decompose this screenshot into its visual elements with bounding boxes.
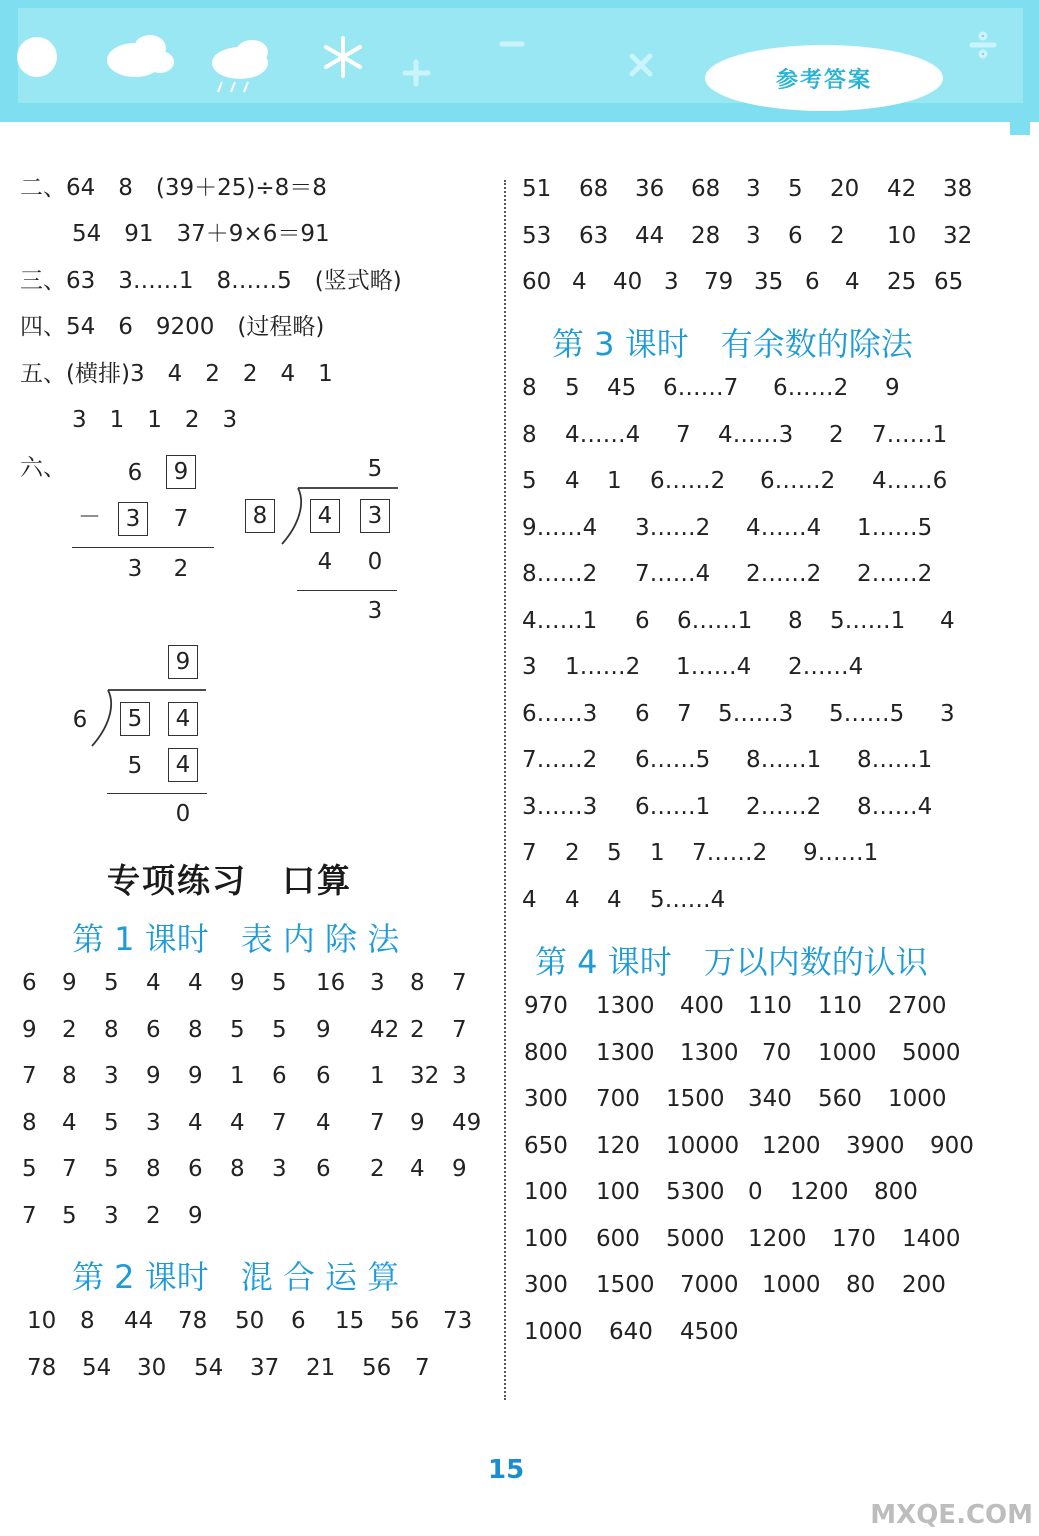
minus-sign: － bbox=[78, 504, 101, 530]
column-divider bbox=[504, 180, 506, 1400]
lesson-2-title: 第 2 课时 混 合 运 算 bbox=[72, 1258, 400, 1296]
answer-item: 56 bbox=[390, 1308, 420, 1334]
answer-item: 340 bbox=[748, 1086, 792, 1112]
answer-item: 32 bbox=[410, 1063, 440, 1089]
divisor-box: 8 bbox=[245, 499, 275, 533]
answer-item: 100 bbox=[524, 1225, 568, 1252]
answer-item: 2……2 bbox=[746, 793, 822, 820]
answer-box: 4 bbox=[168, 702, 198, 736]
answer-item: 5 bbox=[104, 1156, 119, 1182]
answer-item: 1500 bbox=[666, 1086, 725, 1112]
answer-item: 4 bbox=[230, 1109, 245, 1136]
rule-line bbox=[72, 547, 214, 548]
answer-item: 5 bbox=[104, 1109, 119, 1136]
answer-item: 6……2 bbox=[760, 468, 836, 494]
divisor-digit: 6 bbox=[72, 707, 88, 733]
digit: 2 bbox=[173, 556, 189, 582]
answer-item: 5 bbox=[230, 1016, 245, 1043]
answer-item: 65 bbox=[934, 269, 964, 295]
answer-item: 44 bbox=[635, 222, 665, 249]
answer-line-2: 二、64 8 (39＋25)÷8＝8 bbox=[20, 175, 327, 201]
answer-item: 50 bbox=[235, 1308, 265, 1334]
digit: 4 bbox=[317, 549, 333, 575]
answer-item: 110 bbox=[748, 993, 792, 1019]
answer-item: 300 bbox=[524, 1272, 568, 1298]
answer-item: 68 bbox=[691, 176, 721, 202]
answer-item: 6 bbox=[316, 1156, 331, 1182]
answer-item: 7……2 bbox=[522, 747, 598, 773]
answer-item: 5000 bbox=[666, 1225, 725, 1252]
answer-item: 9 bbox=[230, 970, 245, 996]
answer-item: 4……3 bbox=[718, 421, 794, 448]
answer-item: 800 bbox=[874, 1179, 918, 1205]
answer-item: 120 bbox=[596, 1132, 640, 1159]
answer-item: 5……1 bbox=[830, 607, 906, 634]
answer-item: 21 bbox=[306, 1354, 336, 1381]
answer-item: 1500 bbox=[596, 1272, 655, 1298]
answer-item: 40 bbox=[613, 269, 643, 295]
answer-item: 4 bbox=[62, 1109, 77, 1136]
answer-item: 6……7 bbox=[663, 375, 739, 401]
answer-item: 4 bbox=[188, 1109, 203, 1136]
answer-item: 4……4 bbox=[565, 421, 641, 448]
answer-item: 1……5 bbox=[857, 514, 933, 541]
answer-line-2b: 54 91 37＋9×6＝91 bbox=[72, 221, 330, 247]
answer-item: 4 bbox=[565, 886, 580, 913]
answer-item: 4 bbox=[146, 970, 161, 996]
answer-item: 4 bbox=[845, 269, 860, 295]
answer-item: 42 bbox=[887, 176, 917, 202]
answer-item: 1300 bbox=[680, 1039, 739, 1066]
answer-item: 4 bbox=[940, 607, 955, 634]
answer-item: 4 bbox=[572, 269, 587, 295]
answer-item: 4 bbox=[522, 886, 537, 913]
answer-item: 8……1 bbox=[746, 747, 822, 773]
answer-item: 3 bbox=[522, 654, 537, 680]
answer-item: 6 bbox=[146, 1016, 161, 1043]
answer-item: 36 bbox=[635, 176, 665, 202]
answer-item: 7 bbox=[677, 700, 692, 727]
answer-item: 5 bbox=[272, 1016, 287, 1043]
answer-box: 4 bbox=[168, 748, 198, 782]
answer-item: 32 bbox=[943, 222, 973, 249]
answer-item: 38 bbox=[943, 176, 973, 202]
answer-box: 3 bbox=[118, 502, 148, 536]
answer-item: 1000 bbox=[762, 1272, 821, 1298]
answer-item: 1200 bbox=[790, 1179, 849, 1205]
answer-item: 6 bbox=[635, 607, 650, 634]
answer-item: 3……3 bbox=[522, 793, 598, 820]
answer-item: 8 bbox=[410, 970, 425, 996]
answer-item: 8 bbox=[80, 1308, 95, 1334]
answer-key-badge: 参考答案 bbox=[705, 45, 943, 111]
answer-item: 5300 bbox=[666, 1179, 725, 1205]
answer-item: 6 bbox=[316, 1063, 331, 1089]
answer-item: 10 bbox=[27, 1308, 57, 1334]
answer-item: 51 bbox=[522, 176, 552, 202]
answer-item: 170 bbox=[832, 1225, 876, 1252]
answer-item: 7 bbox=[370, 1109, 385, 1136]
answer-item: 5……4 bbox=[650, 886, 726, 913]
answer-item: 3 bbox=[272, 1156, 287, 1182]
answer-item: 0 bbox=[748, 1179, 763, 1205]
answer-item: 6 bbox=[805, 269, 820, 295]
answer-item: 4 bbox=[565, 468, 580, 494]
answer-item: 1200 bbox=[748, 1225, 807, 1252]
answer-item: 7……4 bbox=[635, 561, 711, 587]
lesson-4-title: 第 4 课时 万以内数的认识 bbox=[535, 943, 928, 981]
answer-item: 10000 bbox=[666, 1132, 740, 1159]
answer-item: 5……3 bbox=[718, 700, 794, 727]
answer-item: 7 bbox=[22, 1063, 37, 1089]
answer-item: 45 bbox=[607, 375, 637, 401]
answer-item: 6……1 bbox=[635, 793, 711, 820]
rule-line bbox=[297, 590, 397, 591]
answer-item: 1 bbox=[607, 468, 622, 494]
remainder-digit: 0 bbox=[175, 801, 191, 827]
answer-item: 42 bbox=[370, 1016, 400, 1043]
answer-item: 37 bbox=[250, 1354, 280, 1381]
answer-item: 9……4 bbox=[522, 514, 598, 541]
answer-item: 1……2 bbox=[565, 654, 641, 680]
answer-item: 49 bbox=[452, 1109, 482, 1136]
answer-line-5b: 3 1 1 2 3 bbox=[72, 407, 238, 433]
answer-item: 7……1 bbox=[872, 421, 948, 448]
answer-item: 6 bbox=[188, 1156, 203, 1182]
answer-item: 2 bbox=[62, 1016, 77, 1043]
answer-item: 1000 bbox=[524, 1318, 583, 1345]
answer-item: 4500 bbox=[680, 1318, 739, 1345]
answer-item: 1300 bbox=[596, 993, 655, 1019]
answer-item: 68 bbox=[579, 176, 609, 202]
answer-item: 9 bbox=[188, 1063, 203, 1089]
answer-item: 970 bbox=[524, 993, 568, 1019]
answer-item: 5 bbox=[22, 1156, 37, 1182]
answer-item: 4……1 bbox=[522, 607, 598, 634]
digit: 6 bbox=[127, 460, 143, 486]
answer-item: 5000 bbox=[902, 1039, 961, 1066]
answer-item: 2 bbox=[830, 222, 845, 249]
answer-item: 1 bbox=[370, 1063, 385, 1089]
answer-line-6-label: 六、 bbox=[20, 455, 66, 481]
answer-item: 650 bbox=[524, 1132, 568, 1159]
answer-item: 560 bbox=[818, 1086, 862, 1112]
answer-item: 9 bbox=[62, 970, 77, 996]
answer-item: 3 bbox=[370, 970, 385, 996]
answer-item: 9 bbox=[146, 1063, 161, 1089]
answer-item: 1000 bbox=[818, 1039, 877, 1066]
answer-item: 60 bbox=[522, 269, 552, 295]
special-practice-title: 专项练习 口算 bbox=[107, 861, 352, 900]
answer-item: 9……1 bbox=[803, 840, 879, 866]
answer-item: 2……2 bbox=[746, 561, 822, 587]
answer-item: 6 bbox=[788, 222, 803, 249]
answer-item: 110 bbox=[818, 993, 862, 1019]
answer-item: 100 bbox=[524, 1179, 568, 1205]
answer-item: 3 bbox=[746, 222, 761, 249]
answer-item: 1300 bbox=[596, 1039, 655, 1066]
answer-item: 400 bbox=[680, 993, 724, 1019]
answer-item: 100 bbox=[596, 1179, 640, 1205]
answer-item: 5 bbox=[607, 840, 622, 866]
answer-item: 7 bbox=[452, 970, 467, 996]
answer-item: 1 bbox=[230, 1063, 245, 1089]
answer-item: 6 bbox=[272, 1063, 287, 1089]
answer-item: 300 bbox=[524, 1086, 568, 1112]
answer-item: 30 bbox=[137, 1354, 167, 1381]
answer-item: 15 bbox=[335, 1308, 365, 1334]
header-banner bbox=[0, 0, 1039, 135]
answer-item: 2 bbox=[146, 1202, 161, 1229]
answer-item: 2 bbox=[829, 421, 844, 448]
answer-item: 6……3 bbox=[522, 700, 598, 727]
answer-item: 3 bbox=[664, 269, 679, 295]
answer-item: 1 bbox=[650, 840, 665, 866]
digit: 3 bbox=[127, 556, 143, 582]
answer-item: 5 bbox=[104, 970, 119, 996]
lesson-3-title: 第 3 课时 有余数的除法 bbox=[552, 325, 913, 363]
answer-item: 4 bbox=[607, 886, 622, 913]
answer-item: 6 bbox=[22, 970, 37, 996]
answer-item: 200 bbox=[902, 1272, 946, 1298]
answer-item: 9 bbox=[885, 375, 900, 401]
answer-item: 5 bbox=[522, 468, 537, 494]
answer-item: 7 bbox=[676, 421, 691, 448]
answer-item: 28 bbox=[691, 222, 721, 249]
answer-item: 53 bbox=[522, 222, 552, 249]
answer-item: 8……2 bbox=[522, 561, 598, 587]
answer-item: 9 bbox=[316, 1016, 331, 1043]
answer-line-5: 五、(横排)3 4 2 2 4 1 bbox=[20, 361, 333, 387]
answer-item: 56 bbox=[362, 1354, 392, 1381]
answer-item: 2……2 bbox=[857, 561, 933, 587]
answer-item: 7 bbox=[415, 1354, 430, 1381]
answer-item: 78 bbox=[27, 1354, 57, 1381]
answer-item: 900 bbox=[930, 1132, 974, 1159]
answer-item: 3900 bbox=[846, 1132, 905, 1159]
answer-item: 78 bbox=[178, 1308, 208, 1334]
answer-item: 1400 bbox=[902, 1225, 961, 1252]
answer-item: 3……2 bbox=[635, 514, 711, 541]
answer-item: 1200 bbox=[762, 1132, 821, 1159]
answer-item: 8 bbox=[230, 1156, 245, 1182]
answer-item: 8 bbox=[522, 375, 537, 401]
answer-item: 700 bbox=[596, 1086, 640, 1112]
answer-item: 6……5 bbox=[635, 747, 711, 773]
answer-item: 8 bbox=[22, 1109, 37, 1136]
answer-item: 20 bbox=[830, 176, 860, 202]
answer-line-4: 四、54 6 9200 (过程略) bbox=[20, 314, 325, 340]
answer-item: 4 bbox=[188, 970, 203, 996]
answer-item: 8 bbox=[522, 421, 537, 448]
answer-item: 600 bbox=[596, 1225, 640, 1252]
answer-item: 44 bbox=[124, 1308, 154, 1334]
answer-item: 3 bbox=[146, 1109, 161, 1136]
answer-item: 3 bbox=[452, 1063, 467, 1089]
rule-line bbox=[107, 793, 207, 794]
answer-item: 70 bbox=[762, 1039, 792, 1066]
answer-item: 8……1 bbox=[857, 747, 933, 773]
answer-item: 6……2 bbox=[773, 375, 849, 401]
answer-item: 2……4 bbox=[788, 654, 864, 680]
answer-item: 4……4 bbox=[746, 514, 822, 541]
answer-item: 9 bbox=[452, 1156, 467, 1182]
answer-item: 6……1 bbox=[677, 607, 753, 634]
answer-item: 8 bbox=[146, 1156, 161, 1182]
answer-item: 35 bbox=[754, 269, 784, 295]
remainder-digit: 3 bbox=[367, 598, 383, 624]
page-number: 15 bbox=[488, 1455, 525, 1485]
answer-item: 8 bbox=[788, 607, 803, 634]
answer-item: 5 bbox=[788, 176, 803, 202]
answer-item: 4……6 bbox=[872, 468, 948, 494]
lesson-1-title: 第 1 课时 表 内 除 法 bbox=[72, 920, 400, 958]
answer-item: 10 bbox=[887, 222, 917, 249]
answer-item: 3 bbox=[940, 700, 955, 727]
answer-item: 16 bbox=[316, 970, 346, 996]
answer-item: 3 bbox=[746, 176, 761, 202]
answer-line-3: 三、63 3……1 8……5 (竖式略) bbox=[20, 268, 402, 294]
answer-item: 5 bbox=[272, 970, 287, 996]
answer-box: 9 bbox=[166, 455, 196, 489]
answer-item: 3 bbox=[104, 1202, 119, 1229]
answer-item: 6……2 bbox=[650, 468, 726, 494]
answer-item: 2 bbox=[565, 840, 580, 866]
answer-item: 7000 bbox=[680, 1272, 739, 1298]
answer-item: 54 bbox=[194, 1354, 224, 1381]
answer-item: 80 bbox=[846, 1272, 876, 1298]
answer-item: 9 bbox=[188, 1202, 203, 1229]
answer-item: 5 bbox=[565, 375, 580, 401]
digit: 7 bbox=[173, 506, 189, 532]
answer-item: 800 bbox=[524, 1039, 568, 1066]
answer-item: 9 bbox=[410, 1109, 425, 1136]
answer-box: 3 bbox=[360, 499, 390, 533]
answer-item: 79 bbox=[704, 269, 734, 295]
answer-item: 2 bbox=[370, 1156, 385, 1182]
answer-item: 63 bbox=[579, 222, 609, 249]
quotient-digit: 5 bbox=[367, 456, 383, 482]
answer-item: 6 bbox=[291, 1308, 306, 1334]
answer-item: 5……5 bbox=[829, 700, 905, 727]
answer-item: 1……4 bbox=[676, 654, 752, 680]
answer-item: 3 bbox=[104, 1063, 119, 1089]
sun-icon bbox=[17, 37, 57, 77]
answer-item: 5 bbox=[62, 1202, 77, 1229]
answer-item: 25 bbox=[887, 269, 917, 295]
answer-item: 9 bbox=[22, 1016, 37, 1043]
answer-item: 4 bbox=[316, 1109, 331, 1136]
answer-item: 7 bbox=[22, 1202, 37, 1229]
answer-item: 8 bbox=[62, 1063, 77, 1089]
answer-item: 8 bbox=[104, 1016, 119, 1043]
answer-item: 8 bbox=[188, 1016, 203, 1043]
answer-item: 4 bbox=[410, 1156, 425, 1182]
answer-item: 6 bbox=[635, 700, 650, 727]
answer-item: 7 bbox=[452, 1016, 467, 1043]
answer-item: 1000 bbox=[888, 1086, 947, 1112]
answer-box: 4 bbox=[310, 499, 340, 533]
answer-item: 640 bbox=[609, 1318, 653, 1345]
watermark: MXQE.COM bbox=[870, 1500, 1033, 1530]
answer-item: 7 bbox=[62, 1156, 77, 1182]
answer-item: 2700 bbox=[888, 993, 947, 1019]
answer-item: 2 bbox=[410, 1016, 425, 1043]
answer-item: 7 bbox=[272, 1109, 287, 1136]
answer-box: 5 bbox=[120, 702, 150, 736]
digit: 5 bbox=[127, 753, 143, 779]
answer-item: 54 bbox=[82, 1354, 112, 1381]
answer-box: 9 bbox=[168, 645, 198, 679]
answer-item: 7 bbox=[522, 840, 537, 866]
digit: 0 bbox=[367, 549, 383, 575]
answer-item: 73 bbox=[443, 1308, 473, 1334]
answer-item: 7……2 bbox=[692, 840, 768, 866]
answer-item: 8……4 bbox=[857, 793, 933, 820]
